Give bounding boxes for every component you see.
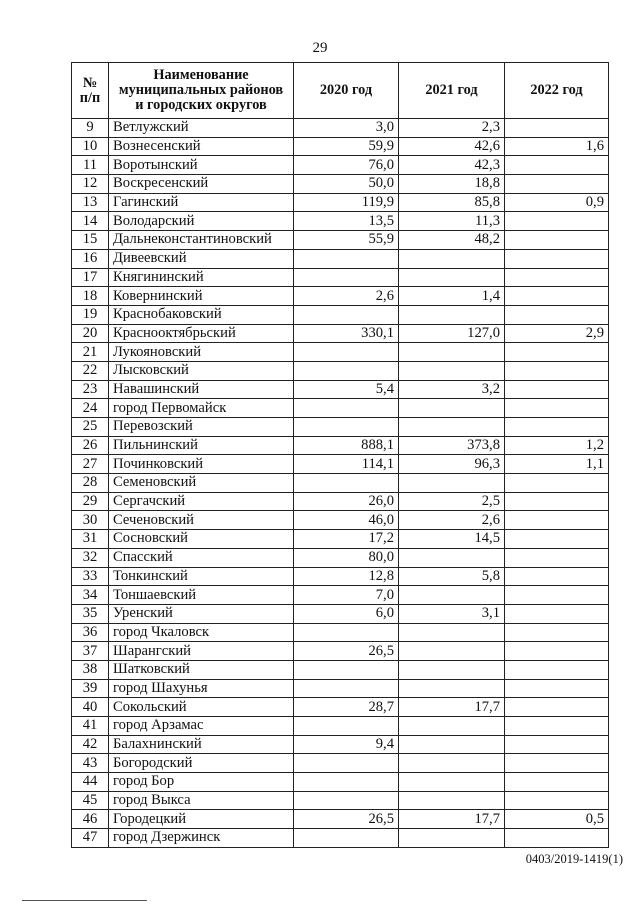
district-name: город Бор [109,773,294,792]
value-2020: 55,9 [294,231,399,250]
district-name: Пильнинский [109,436,294,455]
district-name: Краснооктябрьский [109,324,294,343]
table-row [72,492,609,511]
district-name: Краснобаковский [109,305,294,324]
value-2021 [399,474,505,493]
table-row [72,530,609,549]
value-2021: 85,8 [399,193,505,212]
table-row [72,212,609,231]
value-2022 [505,698,609,717]
header-name: Наименование муниципальных районов и городских округов [109,63,294,119]
value-2020: 330,1 [294,324,399,343]
district-name: Ветлужский [109,119,294,138]
row-number: 20 [72,324,109,343]
value-2020 [294,791,399,810]
value-2021: 48,2 [399,231,505,250]
header-2020: 2020 год [294,63,399,119]
table-row [72,548,609,567]
district-name: Сергачский [109,492,294,511]
value-2020 [294,305,399,324]
value-2022 [505,212,609,231]
value-2020: 3,0 [294,119,399,138]
value-2022: 1,6 [505,137,609,156]
table-row [72,193,609,212]
value-2020: 119,9 [294,193,399,212]
table-row [72,343,609,362]
table-row [72,305,609,324]
funding-table [71,62,609,848]
value-2022 [505,399,609,418]
value-2021: 373,8 [399,436,505,455]
district-name: город Дзержинск [109,829,294,848]
value-2022 [505,660,609,679]
value-2021: 2,6 [399,511,505,530]
value-2022 [505,773,609,792]
row-number: 17 [72,268,109,287]
value-2022: 1,1 [505,455,609,474]
district-name: Семеновский [109,474,294,493]
value-2020: 76,0 [294,156,399,175]
value-2022 [505,530,609,549]
value-2021 [399,679,505,698]
value-2020: 26,0 [294,492,399,511]
value-2020: 59,9 [294,137,399,156]
row-number: 14 [72,212,109,231]
table-row [72,810,609,829]
value-2022 [505,249,609,268]
value-2022 [505,829,609,848]
row-number: 40 [72,698,109,717]
value-2020 [294,268,399,287]
value-2020: 888,1 [294,436,399,455]
district-name: Дивеевский [109,249,294,268]
row-number: 30 [72,511,109,530]
value-2021: 17,7 [399,698,505,717]
value-2020: 26,5 [294,810,399,829]
value-2022 [505,735,609,754]
table-body [72,119,609,848]
value-2021 [399,754,505,773]
table-row [72,361,609,380]
value-2020: 26,5 [294,642,399,661]
value-2022 [505,156,609,175]
row-number: 22 [72,361,109,380]
value-2021: 42,6 [399,137,505,156]
value-2021 [399,249,505,268]
value-2021: 3,1 [399,604,505,623]
value-2020: 6,0 [294,604,399,623]
value-2020 [294,773,399,792]
table-row [72,604,609,623]
value-2021: 42,3 [399,156,505,175]
table-row [72,119,609,138]
value-2021 [399,548,505,567]
table-row [72,754,609,773]
table-row [72,399,609,418]
value-2022 [505,305,609,324]
table-row [72,175,609,194]
value-2021: 2,3 [399,119,505,138]
district-name: Починковский [109,455,294,474]
value-2022 [505,623,609,642]
value-2022 [505,418,609,437]
value-2022 [505,380,609,399]
value-2022 [505,754,609,773]
district-name: Тонкинский [109,567,294,586]
table-row [72,436,609,455]
value-2022: 1,2 [505,436,609,455]
value-2020 [294,249,399,268]
value-2020 [294,623,399,642]
value-2020: 9,4 [294,735,399,754]
row-number: 32 [72,548,109,567]
value-2022 [505,268,609,287]
footer-divider [22,900,147,901]
table-row [72,474,609,493]
row-number: 28 [72,474,109,493]
value-2020 [294,418,399,437]
table-row [72,455,609,474]
value-2022 [505,175,609,194]
district-name: город Чкаловск [109,623,294,642]
row-number: 31 [72,530,109,549]
table-row [72,268,609,287]
district-name: Богородский [109,754,294,773]
document-code: 0403/2019-1419(1) [525,852,623,866]
district-name: Городецкий [109,810,294,829]
value-2021 [399,642,505,661]
value-2022 [505,231,609,250]
district-name: Гагинский [109,193,294,212]
row-number: 16 [72,249,109,268]
district-name: Перевозский [109,418,294,437]
row-number: 13 [72,193,109,212]
table-row [72,791,609,810]
row-number: 27 [72,455,109,474]
row-number: 34 [72,586,109,605]
district-name: Спасский [109,548,294,567]
value-2020: 17,2 [294,530,399,549]
value-2020: 5,4 [294,380,399,399]
value-2021 [399,361,505,380]
row-number: 37 [72,642,109,661]
table-header-row [72,63,609,119]
value-2021 [399,791,505,810]
value-2020 [294,829,399,848]
row-number: 47 [72,829,109,848]
value-2021 [399,717,505,736]
row-number: 11 [72,156,109,175]
table-row [72,679,609,698]
value-2022 [505,642,609,661]
value-2020: 80,0 [294,548,399,567]
row-number: 29 [72,492,109,511]
value-2020: 28,7 [294,698,399,717]
district-name: Балахнинский [109,735,294,754]
table-row [72,231,609,250]
value-2021: 1,4 [399,287,505,306]
value-2021: 18,8 [399,175,505,194]
value-2022 [505,511,609,530]
row-number: 43 [72,754,109,773]
table-row [72,380,609,399]
value-2021: 17,7 [399,810,505,829]
value-2020 [294,717,399,736]
row-number: 33 [72,567,109,586]
value-2020: 46,0 [294,511,399,530]
row-number: 45 [72,791,109,810]
row-number: 41 [72,717,109,736]
header-2022: 2022 год [505,63,609,119]
value-2021: 11,3 [399,212,505,231]
value-2020: 50,0 [294,175,399,194]
district-name: Ковернинский [109,287,294,306]
district-name: Дальнеконстантиновский [109,231,294,250]
table-row [72,717,609,736]
table-row [72,735,609,754]
value-2022: 2,9 [505,324,609,343]
row-number: 9 [72,119,109,138]
row-number: 24 [72,399,109,418]
row-number: 38 [72,660,109,679]
table-row [72,137,609,156]
row-number: 10 [72,137,109,156]
value-2021 [399,305,505,324]
table-row [72,324,609,343]
value-2021: 5,8 [399,567,505,586]
district-name: Шарангский [109,642,294,661]
value-2021 [399,586,505,605]
table-row [72,567,609,586]
value-2020 [294,361,399,380]
value-2021 [399,623,505,642]
value-2020: 2,6 [294,287,399,306]
header-num: № п/п [72,63,109,119]
value-2021 [399,773,505,792]
district-name: Тоншаевский [109,586,294,605]
row-number: 39 [72,679,109,698]
row-number: 26 [72,436,109,455]
row-number: 19 [72,305,109,324]
row-number: 36 [72,623,109,642]
value-2020: 114,1 [294,455,399,474]
table-row [72,642,609,661]
district-name: город Арзамас [109,717,294,736]
value-2020 [294,679,399,698]
value-2021: 2,5 [399,492,505,511]
district-name: Вознесенский [109,137,294,156]
value-2022 [505,604,609,623]
district-name: город Выкса [109,791,294,810]
value-2022 [505,548,609,567]
row-number: 21 [72,343,109,362]
district-name: Шатковский [109,660,294,679]
district-name: Воротынский [109,156,294,175]
district-name: Лысковский [109,361,294,380]
district-name: Уренский [109,604,294,623]
value-2021 [399,660,505,679]
row-number: 35 [72,604,109,623]
value-2022 [505,567,609,586]
table-row [72,698,609,717]
row-number: 46 [72,810,109,829]
district-name: Сеченовский [109,511,294,530]
table-row [72,773,609,792]
value-2021: 3,2 [399,380,505,399]
table-row [72,511,609,530]
value-2021 [399,735,505,754]
value-2021: 96,3 [399,455,505,474]
value-2022: 0,5 [505,810,609,829]
value-2022 [505,492,609,511]
district-name: Володарский [109,212,294,231]
row-number: 12 [72,175,109,194]
value-2022 [505,361,609,380]
table-row [72,249,609,268]
value-2021 [399,399,505,418]
district-name: Сокольский [109,698,294,717]
row-number: 15 [72,231,109,250]
district-name: Воскресенский [109,175,294,194]
value-2020 [294,754,399,773]
value-2020 [294,399,399,418]
table-row [72,623,609,642]
value-2020 [294,343,399,362]
row-number: 23 [72,380,109,399]
value-2021: 127,0 [399,324,505,343]
row-number: 18 [72,287,109,306]
district-name: Навашинский [109,380,294,399]
value-2020: 7,0 [294,586,399,605]
table-row [72,287,609,306]
value-2022 [505,119,609,138]
value-2022 [505,586,609,605]
value-2020: 13,5 [294,212,399,231]
value-2022 [505,717,609,736]
district-name: Княгининский [109,268,294,287]
value-2022 [505,287,609,306]
table-row [72,418,609,437]
row-number: 44 [72,773,109,792]
value-2020: 12,8 [294,567,399,586]
district-name: Сосновский [109,530,294,549]
table-row [72,660,609,679]
value-2022 [505,679,609,698]
page-number: 29 [312,40,328,56]
value-2022 [505,474,609,493]
district-name: город Шахунья [109,679,294,698]
table-row [72,586,609,605]
value-2020 [294,474,399,493]
table-row [72,829,609,848]
value-2022 [505,791,609,810]
row-number: 25 [72,418,109,437]
row-number: 42 [72,735,109,754]
table-row [72,156,609,175]
header-2021: 2021 год [399,63,505,119]
value-2022: 0,9 [505,193,609,212]
value-2021 [399,829,505,848]
value-2022 [505,343,609,362]
value-2021 [399,418,505,437]
value-2021 [399,268,505,287]
value-2021: 14,5 [399,530,505,549]
district-name: город Первомайск [109,399,294,418]
district-name: Лукояновский [109,343,294,362]
value-2021 [399,343,505,362]
value-2020 [294,660,399,679]
